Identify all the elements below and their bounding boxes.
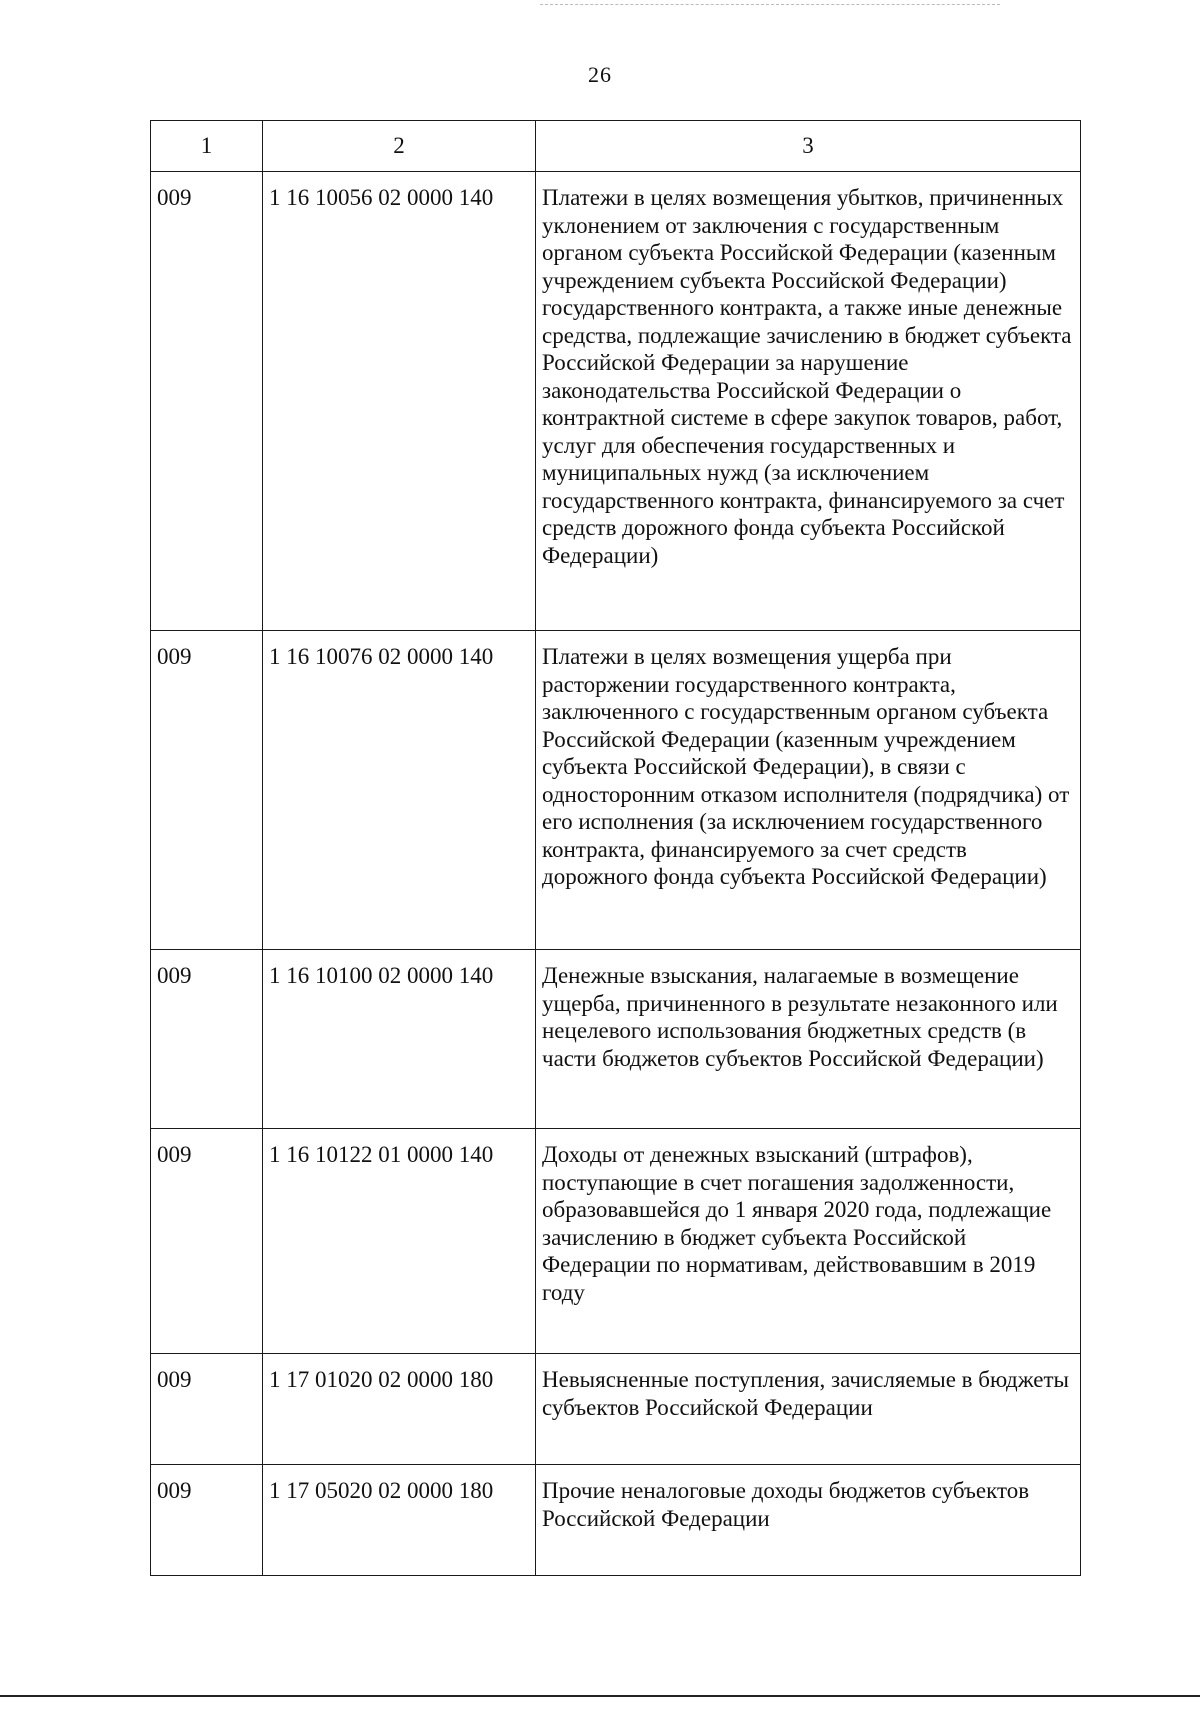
- column-header-3: 3: [536, 121, 1081, 172]
- scan-bottom-rule: [0, 1695, 1200, 1697]
- kbk-code-cell: 1 16 10100 02 0000 140: [263, 950, 536, 1129]
- kbk-code-cell: 1 17 05020 02 0000 180: [263, 1465, 536, 1576]
- kbk-code-cell: 1 16 10122 01 0000 140: [263, 1129, 536, 1354]
- revenue-name-cell: Денежные взыскания, налагаемые в возмещение ущерба, причиненного в результате незаконного или нецелевого использования бюджетных средств (в части бюджетов субъектов Российской Федерации): [536, 950, 1081, 1129]
- header-row: [151, 121, 1081, 172]
- scan-top-rule: [540, 4, 1000, 5]
- kbk-code-cell: 1 17 01020 02 0000 180: [263, 1354, 536, 1465]
- admin-code-cell: 009: [151, 950, 263, 1129]
- revenue-name-cell: Платежи в целях возмещения ущерба при расторжении государственного контракта, заключенного с государственным органом субъекта Российской Федерации (казенным учреждением субъекта Российской Федерации), в связи с односторонним отказом исполнителя (подрядчика) от его исполнения (за исключением государственного контракта, финансируемого за счет средств дорожного фонда субъекта Российской Федерации): [536, 631, 1081, 950]
- admin-code-cell: 009: [151, 1129, 263, 1354]
- kbk-code-cell: 1 16 10076 02 0000 140: [263, 631, 536, 950]
- admin-code-cell: 009: [151, 1465, 263, 1576]
- revenue-name-cell: Невыясненные поступления, зачисляемые в бюджеты субъектов Российской Федерации: [536, 1354, 1081, 1465]
- table-row: [151, 631, 1081, 950]
- revenue-name-cell: Прочие неналоговые доходы бюджетов субъектов Российской Федерации: [536, 1465, 1081, 1576]
- revenue-name-cell: Платежи в целях возмещения убытков, причиненных уклонением от заключения с государственным органом субъекта Российской Федерации (казенным учреждением субъекта Российской Федерации) государственного контракта, а также иные денежные средства, подлежащие зачислению в бюджет субъекта Российской Федерации за нарушение законодательства Российской Федерации о контрактной системе в сфере закупок товаров, работ, услуг для обеспечения государственных и муниципальных нужд (за исключением государственного контракта, финансируемого за счет средств дорожного фонда субъекта Российской Федерации): [536, 172, 1081, 631]
- table-body: [151, 172, 1081, 1576]
- revenue-codes-table: [150, 120, 1081, 1576]
- table-header: [151, 121, 1081, 172]
- table-row: [151, 1129, 1081, 1354]
- kbk-code-cell: 1 16 10056 02 0000 140: [263, 172, 536, 631]
- column-header-1: 1: [151, 121, 263, 172]
- admin-code-cell: 009: [151, 172, 263, 631]
- table-row: [151, 172, 1081, 631]
- revenue-name-cell: Доходы от денежных взысканий (штрафов), поступающие в счет погашения задолженности, образовавшейся до 1 января 2020 года, подлежащие зачислению в бюджет субъекта Российской Федерации по нормативам, действовавшим в 2019 году: [536, 1129, 1081, 1354]
- table-row: [151, 1354, 1081, 1465]
- table-row: [151, 1465, 1081, 1576]
- table-row: [151, 950, 1081, 1129]
- admin-code-cell: 009: [151, 631, 263, 950]
- page-number: 26: [588, 62, 612, 87]
- column-header-2: 2: [263, 121, 536, 172]
- admin-code-cell: 009: [151, 1354, 263, 1465]
